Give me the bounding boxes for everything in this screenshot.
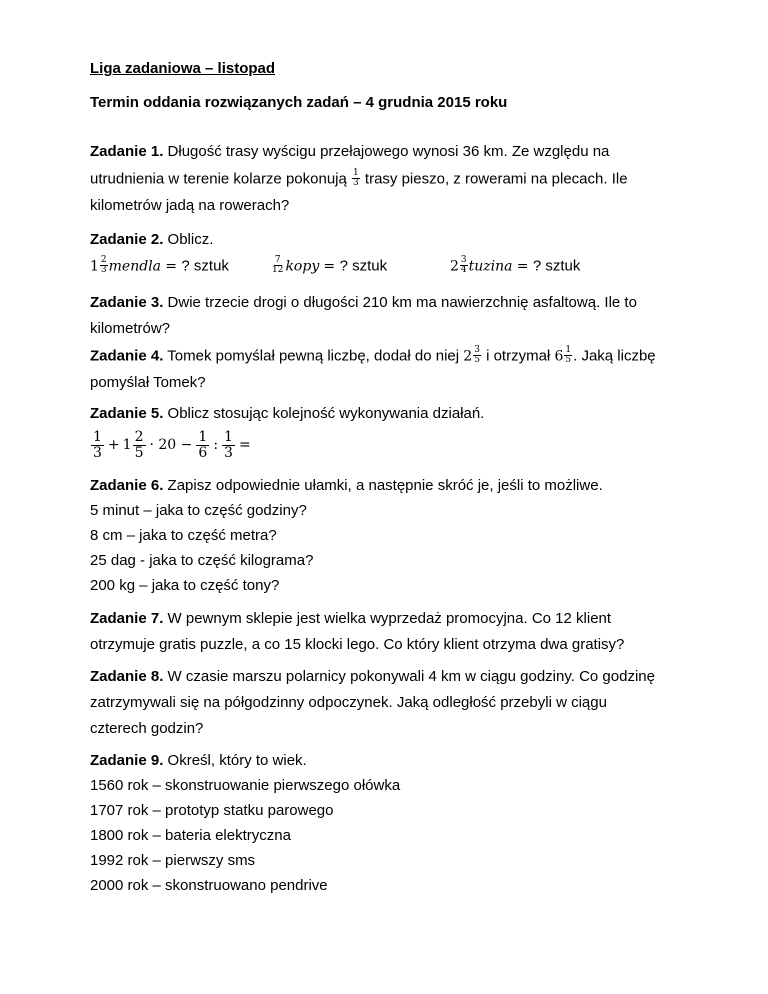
task-5-line bbox=[90, 405, 484, 423]
task-4-text-2: pomyślał Tomek? bbox=[90, 374, 206, 391]
task-6-item: 8 cm – jaka to część metra? bbox=[90, 527, 277, 544]
task-9-item: 1992 rok – pierwszy sms bbox=[90, 852, 256, 869]
task-2-text: Oblicz. bbox=[167, 231, 214, 248]
task-9-line bbox=[90, 752, 307, 770]
task-9-item: 2000 rok – skonstruowano pendrive bbox=[90, 877, 328, 894]
task-8-text-2: zatrzymywali się na półgodzinny odpoczynek. Jaką odległość przebyli w ciągu bbox=[90, 694, 607, 711]
task-4-text-a: Tomek pomyślał pewną liczbę, dodał do niej bbox=[167, 347, 460, 365]
task-6-item: 25 dag - jaka to część kilograma? bbox=[90, 552, 314, 569]
task-2-line bbox=[90, 231, 213, 249]
task-8-text-1: W czasie marszu polarnicy pokonywali 4 km w ciągu godziny. Co godzinę bbox=[167, 668, 655, 685]
task-7-text-1: W pewnym sklepie jest wielka wyprzedaż promocyjna. Co 12 klient bbox=[167, 610, 612, 627]
task-1-label: Zadanie 1. bbox=[90, 143, 164, 160]
task-4-text-b: i otrzymał bbox=[486, 347, 551, 365]
task-3-text-2: kilometrów? bbox=[90, 320, 171, 337]
task-8-line-1 bbox=[90, 668, 655, 686]
task-4-mixed-2: $\frac{1}{5}$ bbox=[565, 345, 572, 365]
task-4-label: Zadanie 4. bbox=[90, 347, 164, 365]
task-6-item: 200 kg – jaka to część tony? bbox=[90, 577, 280, 594]
task-3-line-1 bbox=[90, 294, 637, 312]
task-9-label: Zadanie 9. bbox=[90, 752, 164, 769]
task-1-fraction: $\frac{1}{3}$ bbox=[353, 168, 359, 188]
task-9-text: Określ, który to wiek. bbox=[167, 752, 307, 769]
task-4-line-1: Zadanie 4. Tomek pomyślał pewną liczbę, dodał do niej 2 $\frac{3}{5}$ i otrzymał 6 $\frac{1}{5}$ . Jaką liczbę bbox=[90, 345, 656, 365]
task-4-mixed-1: $\frac{3}{5}$ bbox=[474, 345, 480, 365]
task-1-text-2b: trasy pieszo, z rowerami na plecach. Ile bbox=[364, 170, 628, 188]
task-1-text-3: kilometrów jadą na rowerach? bbox=[90, 197, 290, 214]
task-8-text-3: czterech godzin? bbox=[90, 720, 204, 737]
task-2-item: 1 $\frac{2}{3}$ mendla = ? sztuk bbox=[90, 255, 229, 275]
task-9-item: 1560 rok – skonstruowanie pierwszego ołówka bbox=[90, 777, 401, 794]
task-2-label: Zadanie 2. bbox=[90, 231, 164, 248]
deadline-text: Termin oddania rozwiązanych zadań – 4 grudnia 2015 roku bbox=[90, 94, 508, 111]
task-3-text-1: Dwie trzecie drogi o długości 210 km ma nawierzchnię asfaltową. Ile to bbox=[167, 294, 637, 311]
task-1-line-2 bbox=[90, 170, 628, 189]
task-1-text-1: Długość trasy wyścigu przełajowego wynosi 36 km. Ze względu na bbox=[167, 143, 610, 160]
task-6-text: Zapisz odpowiednie ułamki, a następnie skróć je, jeśli to możliwe. bbox=[167, 477, 603, 494]
task-2-items bbox=[90, 257, 690, 281]
task-5-text: Oblicz stosując kolejność wykonywania działań. bbox=[167, 405, 485, 422]
task-1-line-1 bbox=[90, 143, 609, 161]
task-7-line-1 bbox=[90, 610, 611, 628]
task-5-label: Zadanie 5. bbox=[90, 405, 164, 422]
task-2-item: 2 $\frac{3}{4}$ tuzina = ? sztuk bbox=[450, 255, 581, 275]
task-5-expression: $\frac{1}{3}$ + 1 $\frac{2}{5}$ · 20 − $\frac{1}{6}$ : $\frac{1}{3}$ = bbox=[93, 428, 251, 461]
task-7-label: Zadanie 7. bbox=[90, 610, 164, 627]
task-3-label: Zadanie 3. bbox=[90, 294, 164, 311]
task-2-item: $\frac{7}{12}$ kopy = ? sztuk bbox=[272, 255, 388, 275]
task-7-text-2: otrzymuje gratis puzzle, a co 15 klocki lego. Co który klient otrzyma dwa gratisy? bbox=[90, 636, 625, 653]
worksheet-title: Liga zadaniowa – listopad bbox=[90, 60, 276, 77]
task-6-item: 5 minut – jaka to część godziny? bbox=[90, 502, 307, 519]
task-4-text-c: . Jaką liczbę bbox=[573, 347, 656, 365]
task-6-label: Zadanie 6. bbox=[90, 477, 164, 494]
task-6-line bbox=[90, 477, 603, 495]
task-1-text-2a: utrudnienia w terenie kolarze pokonują bbox=[90, 170, 347, 188]
task-9-item: 1800 rok – bateria elektryczna bbox=[90, 827, 291, 844]
task-8-label: Zadanie 8. bbox=[90, 668, 164, 685]
task-9-item: 1707 rok – prototyp statku parowego bbox=[90, 802, 334, 819]
